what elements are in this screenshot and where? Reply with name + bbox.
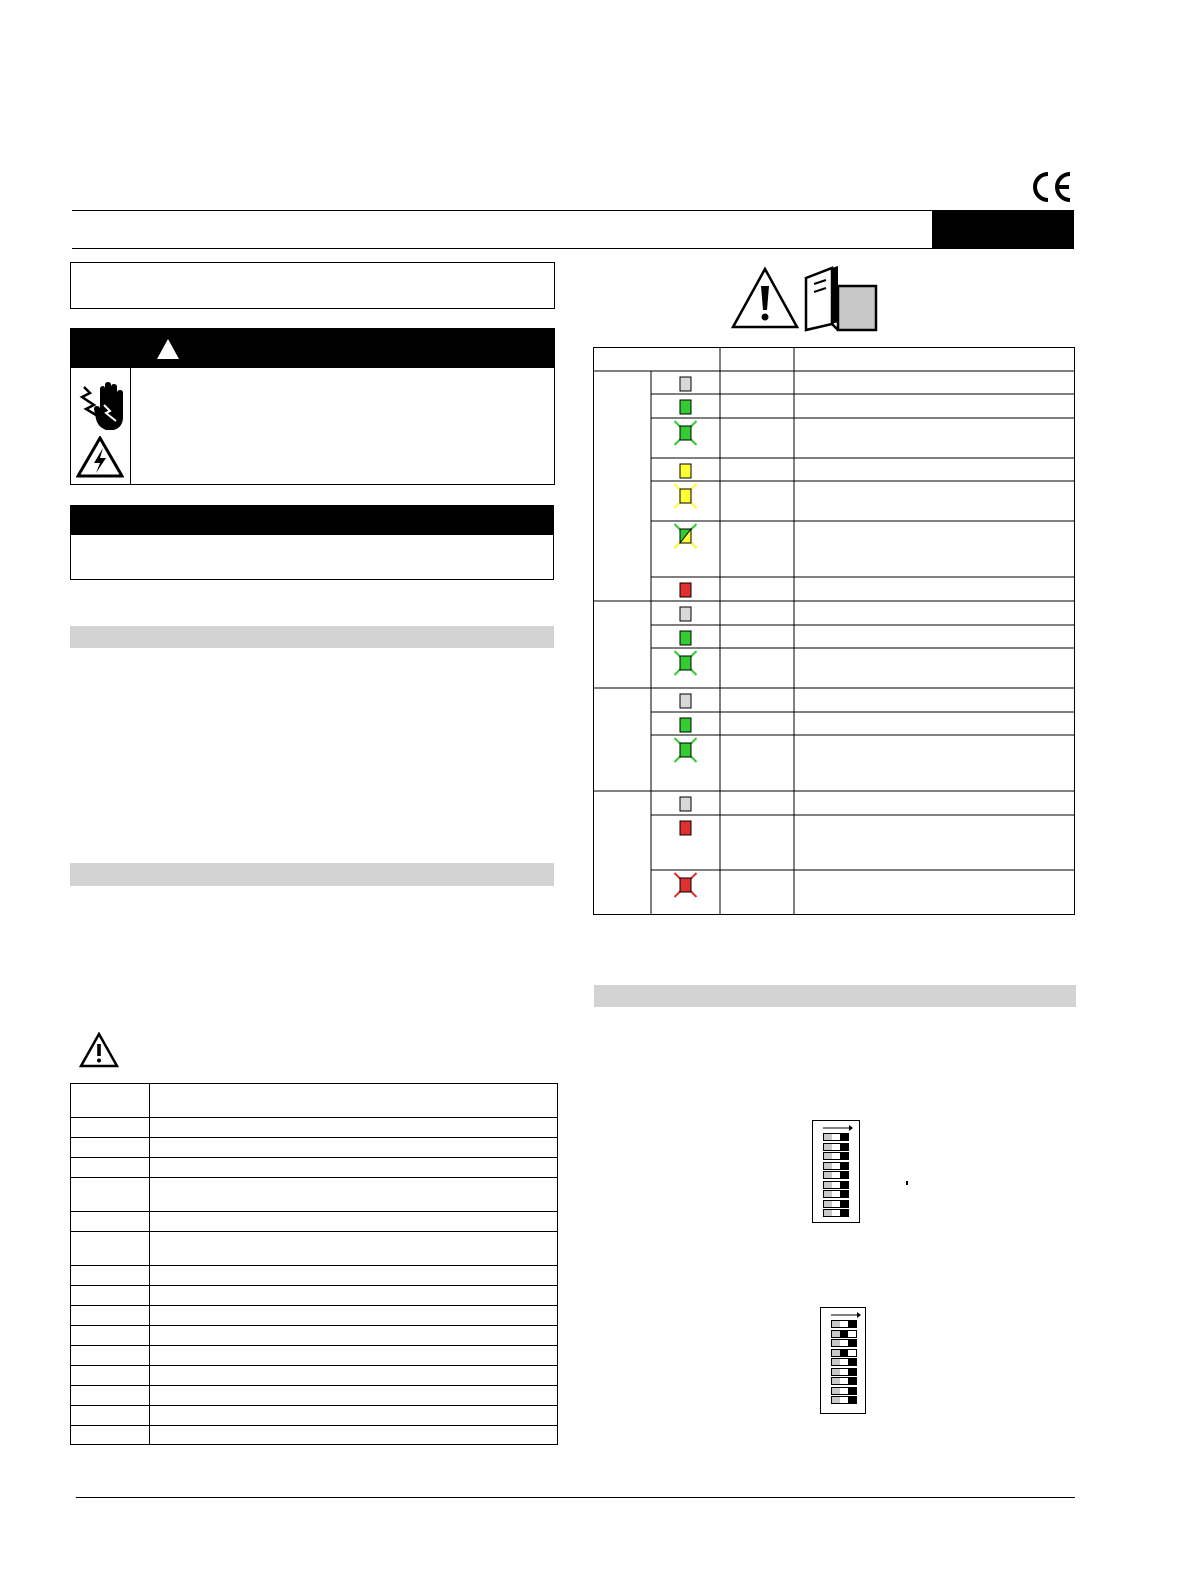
dip-switch-position <box>831 1358 857 1366</box>
dip-switch-position <box>823 1152 849 1160</box>
table-row <box>71 1212 558 1232</box>
dip-switch-position <box>823 1190 849 1198</box>
dip-switch-diagram-2 <box>820 1307 866 1414</box>
led-indicator <box>680 426 691 440</box>
led-indicator <box>680 878 691 892</box>
danger-header-bar <box>70 328 555 368</box>
header-black-tab <box>932 210 1074 249</box>
led-indicator <box>680 694 691 708</box>
table-row <box>71 1366 558 1386</box>
ce-mark-icon <box>1030 170 1074 204</box>
led-indicator <box>680 718 691 732</box>
caution-header-bar <box>70 505 554 535</box>
header-bottom-rule <box>72 248 1074 249</box>
dip-direction-arrow-icon <box>821 1123 853 1133</box>
table-border <box>594 348 1075 915</box>
led-indicator <box>680 607 691 621</box>
electric-shock-hand-icon <box>76 381 126 433</box>
warning-triangle-icon <box>79 1032 119 1068</box>
led-indicator <box>680 400 691 414</box>
led-table-grid <box>593 347 1075 915</box>
dip-switch-position <box>831 1387 857 1395</box>
dip-direction-arrow-icon <box>829 1310 861 1320</box>
led-indicator <box>680 743 691 757</box>
dip-switch-position <box>831 1330 857 1338</box>
table-row <box>71 1386 558 1406</box>
dot-mark <box>906 1181 908 1185</box>
danger-divider <box>130 367 131 485</box>
table-row <box>71 1426 558 1445</box>
led-indicator <box>680 656 691 670</box>
table-row <box>71 1346 558 1366</box>
led-indicator <box>680 797 691 811</box>
led-indicator <box>680 821 691 835</box>
read-manual-icon <box>802 262 878 332</box>
table-row <box>71 1286 558 1306</box>
high-voltage-icon <box>76 436 124 478</box>
header-top-rule <box>72 210 1074 211</box>
table-row <box>71 1306 558 1326</box>
dip-switch-position <box>831 1396 857 1404</box>
intro-box <box>70 262 555 309</box>
dip-switch-position <box>823 1171 849 1179</box>
dip-switch-position <box>823 1162 849 1170</box>
dip-switch-position <box>831 1320 857 1328</box>
warning-triangle-icon <box>156 338 180 360</box>
dip-switch-diagram-1 <box>812 1120 860 1223</box>
section-bar-2 <box>70 863 554 886</box>
table-row <box>71 1084 558 1118</box>
dip-switch-position <box>831 1377 857 1385</box>
section-bar-1 <box>70 626 554 648</box>
led-indicator <box>680 583 691 597</box>
table-row <box>71 1326 558 1346</box>
led-indicator <box>680 489 691 503</box>
led-indicator <box>680 631 691 645</box>
dip-switch-position <box>831 1349 857 1357</box>
table-row <box>71 1138 558 1158</box>
led-status-table <box>593 347 1075 915</box>
table-row <box>71 1406 558 1426</box>
section-bar-3 <box>594 985 1076 1007</box>
caution-body <box>70 534 554 580</box>
table-row <box>71 1232 558 1266</box>
left-table <box>70 1083 558 1445</box>
table-row <box>71 1158 558 1178</box>
dip-switch-position <box>831 1368 857 1376</box>
dip-switch-position <box>823 1133 849 1141</box>
danger-body <box>70 367 555 485</box>
dip-switch-position <box>823 1181 849 1189</box>
led-indicator <box>680 377 691 391</box>
footer-rule <box>76 1497 1075 1498</box>
led-indicator <box>680 464 691 478</box>
table-row <box>71 1266 558 1286</box>
dip-switch-position <box>823 1143 849 1151</box>
dip-switch-position <box>831 1339 857 1347</box>
table-row <box>71 1118 558 1138</box>
dip-switch-position <box>823 1209 849 1217</box>
warning-triangle-icon <box>731 266 799 330</box>
dip-switch-position <box>823 1200 849 1208</box>
table-row <box>71 1178 558 1212</box>
